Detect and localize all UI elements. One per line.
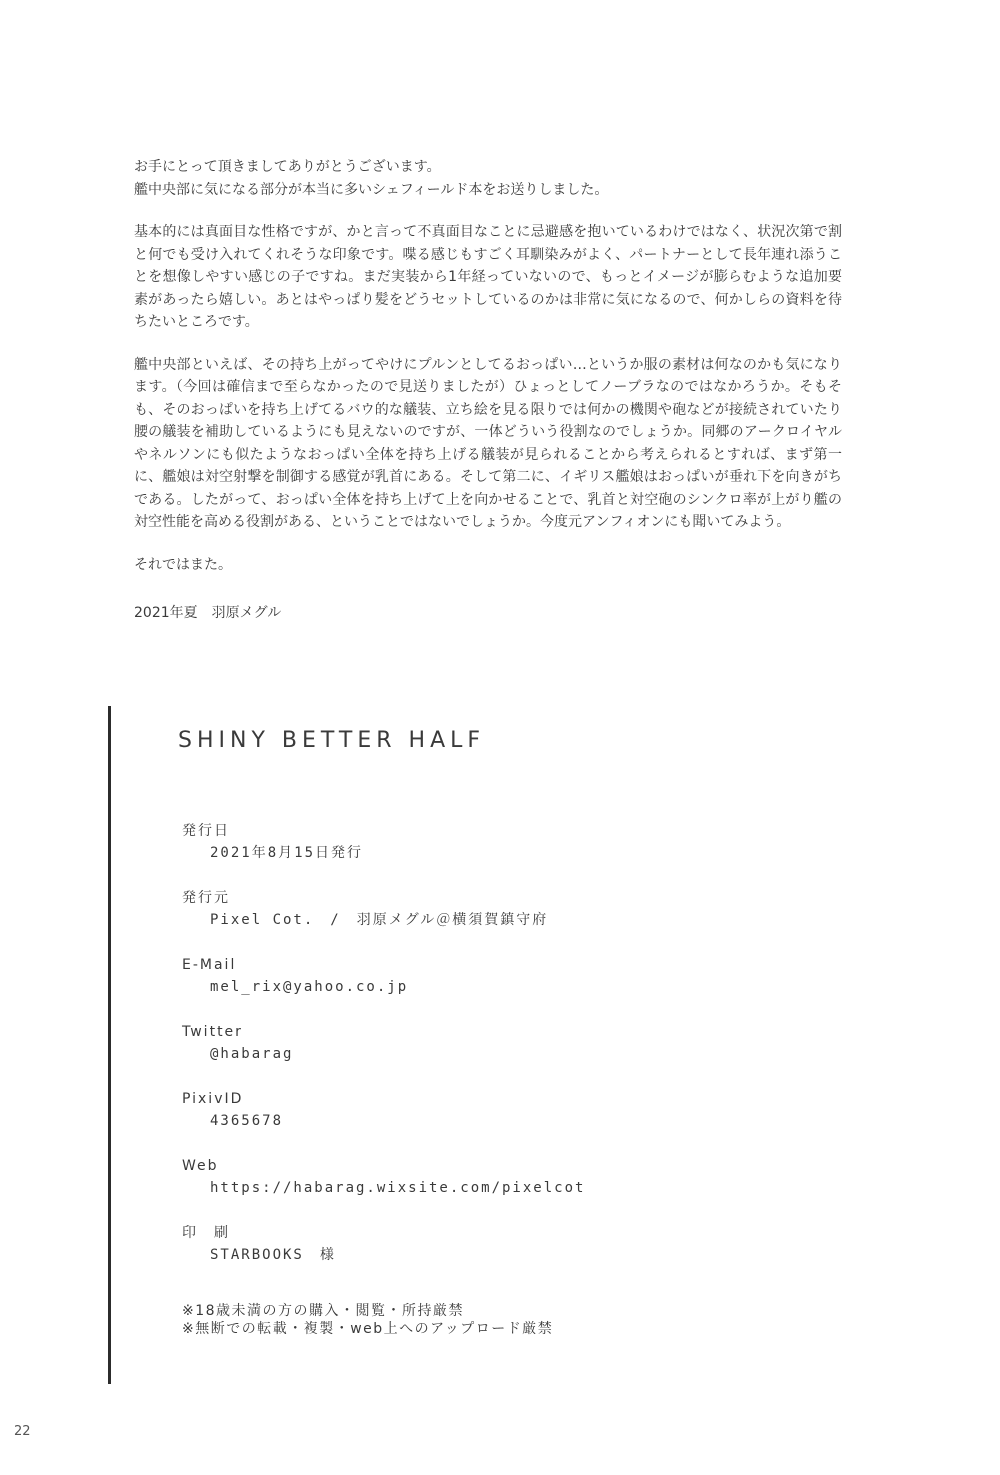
info-value: Pixel Cot. / 羽原メグル＠横須賀鎮守府 [210, 912, 549, 928]
info-value: STARBOOKS 様 [210, 1247, 336, 1263]
info-email [182, 954, 585, 1001]
info-publisher [182, 887, 585, 934]
afterword-signature: 2021年夏 羽原メグル [134, 605, 282, 621]
info-twitter [182, 1021, 585, 1068]
info-web [182, 1155, 585, 1202]
afterword-paragraph-2: 基本的には真面目な性格ですが、かと言って不真面目なことに忌避感を抱いているわけではなく、状況次第で割と何でも受け入れてくれそうな印象です。喋る感じもすごく耳馴染みがよく、パートナーとして長年連れ添うことを想像しやすい感じの子ですね。まだ実装から1年経っていないので、もっとイメージが膨らむような追加要素があったら嬉しい。あとはやっぱり髪をどうセットしているのかは非常に気になるので、何かしらの資料を待ちたいところです。 [134, 224, 842, 330]
info-label: Twitter [182, 1024, 243, 1040]
info-label: 印 刷 [182, 1225, 230, 1241]
notice-no-reproduction: ※無断での転載・複製・web上へのアップロード厳禁 [182, 1321, 554, 1337]
info-value: @habarag [210, 1046, 294, 1062]
afterword-closing: それではまた。 [134, 556, 232, 573]
book-title: SHINY BETTER HALF [178, 728, 486, 753]
info-label: 発行元 [182, 890, 230, 906]
info-label: 発行日 [182, 823, 230, 839]
afterword [134, 156, 842, 645]
info-value: 2021年8月15日発行 [210, 845, 364, 861]
info-publish-date [182, 820, 585, 867]
colophon [108, 706, 811, 1384]
colophon-info [182, 820, 585, 1289]
info-printer [182, 1222, 585, 1269]
afterword-paragraph-1: お手にとって頂きましてありがとうございます。 艦中央部に気になる部分が本当に多いシェフィールド本をお送りしました。 [134, 159, 609, 198]
info-value: https://habarag.wixsite.com/pixelcot [210, 1180, 586, 1196]
info-label: PixivID [182, 1091, 244, 1107]
afterword-paragraph-3: 艦中央部といえば、その持ち上がってやけにプルンとしてるおっぱい…というか服の素材は何なのかも気になります。（今回は確信まで至らなかったので見送りましたが）ひょっとしてノーブラなのではなかろうか。そもそも、そのおっぱいを持ち上げてるバウ的な艤装、立ち絵を見る限りでは何かの機関や砲などが接続されていたり腰の艤装を補助しているようにも見えないのですが、一体どういう役割なのでしょうか。同郷のアークロイヤルやネルソンにも似たようなおっぱい全体を持ち上げる艤装が見られることから考えられるとすれば、まず第一に、艦娘は対空射撃を制御する感覚が乳首にある。そして第二に、イギリス艦娘はおっぱいが垂れ下を向きがちである。したがって、おっぱい全体を持ち上げて上を向かせることで、乳首と対空砲のシンクロ率が上がり艦の対空性能を高める役割がある、ということではないでしょうか。今度元アンフィオンにも聞いてみよう。 [134, 356, 842, 530]
info-label: E-Mail [182, 957, 237, 973]
notice-age-restriction: ※18歳未満の方の購入・閲覧・所持厳禁 [182, 1303, 465, 1319]
info-pixiv [182, 1088, 585, 1135]
info-value: mel_rix@yahoo.co.jp [210, 979, 409, 995]
notices [182, 1302, 553, 1338]
info-label: Web [182, 1158, 219, 1174]
info-value: 4365678 [210, 1113, 284, 1129]
page-number: 22 [14, 1424, 31, 1439]
